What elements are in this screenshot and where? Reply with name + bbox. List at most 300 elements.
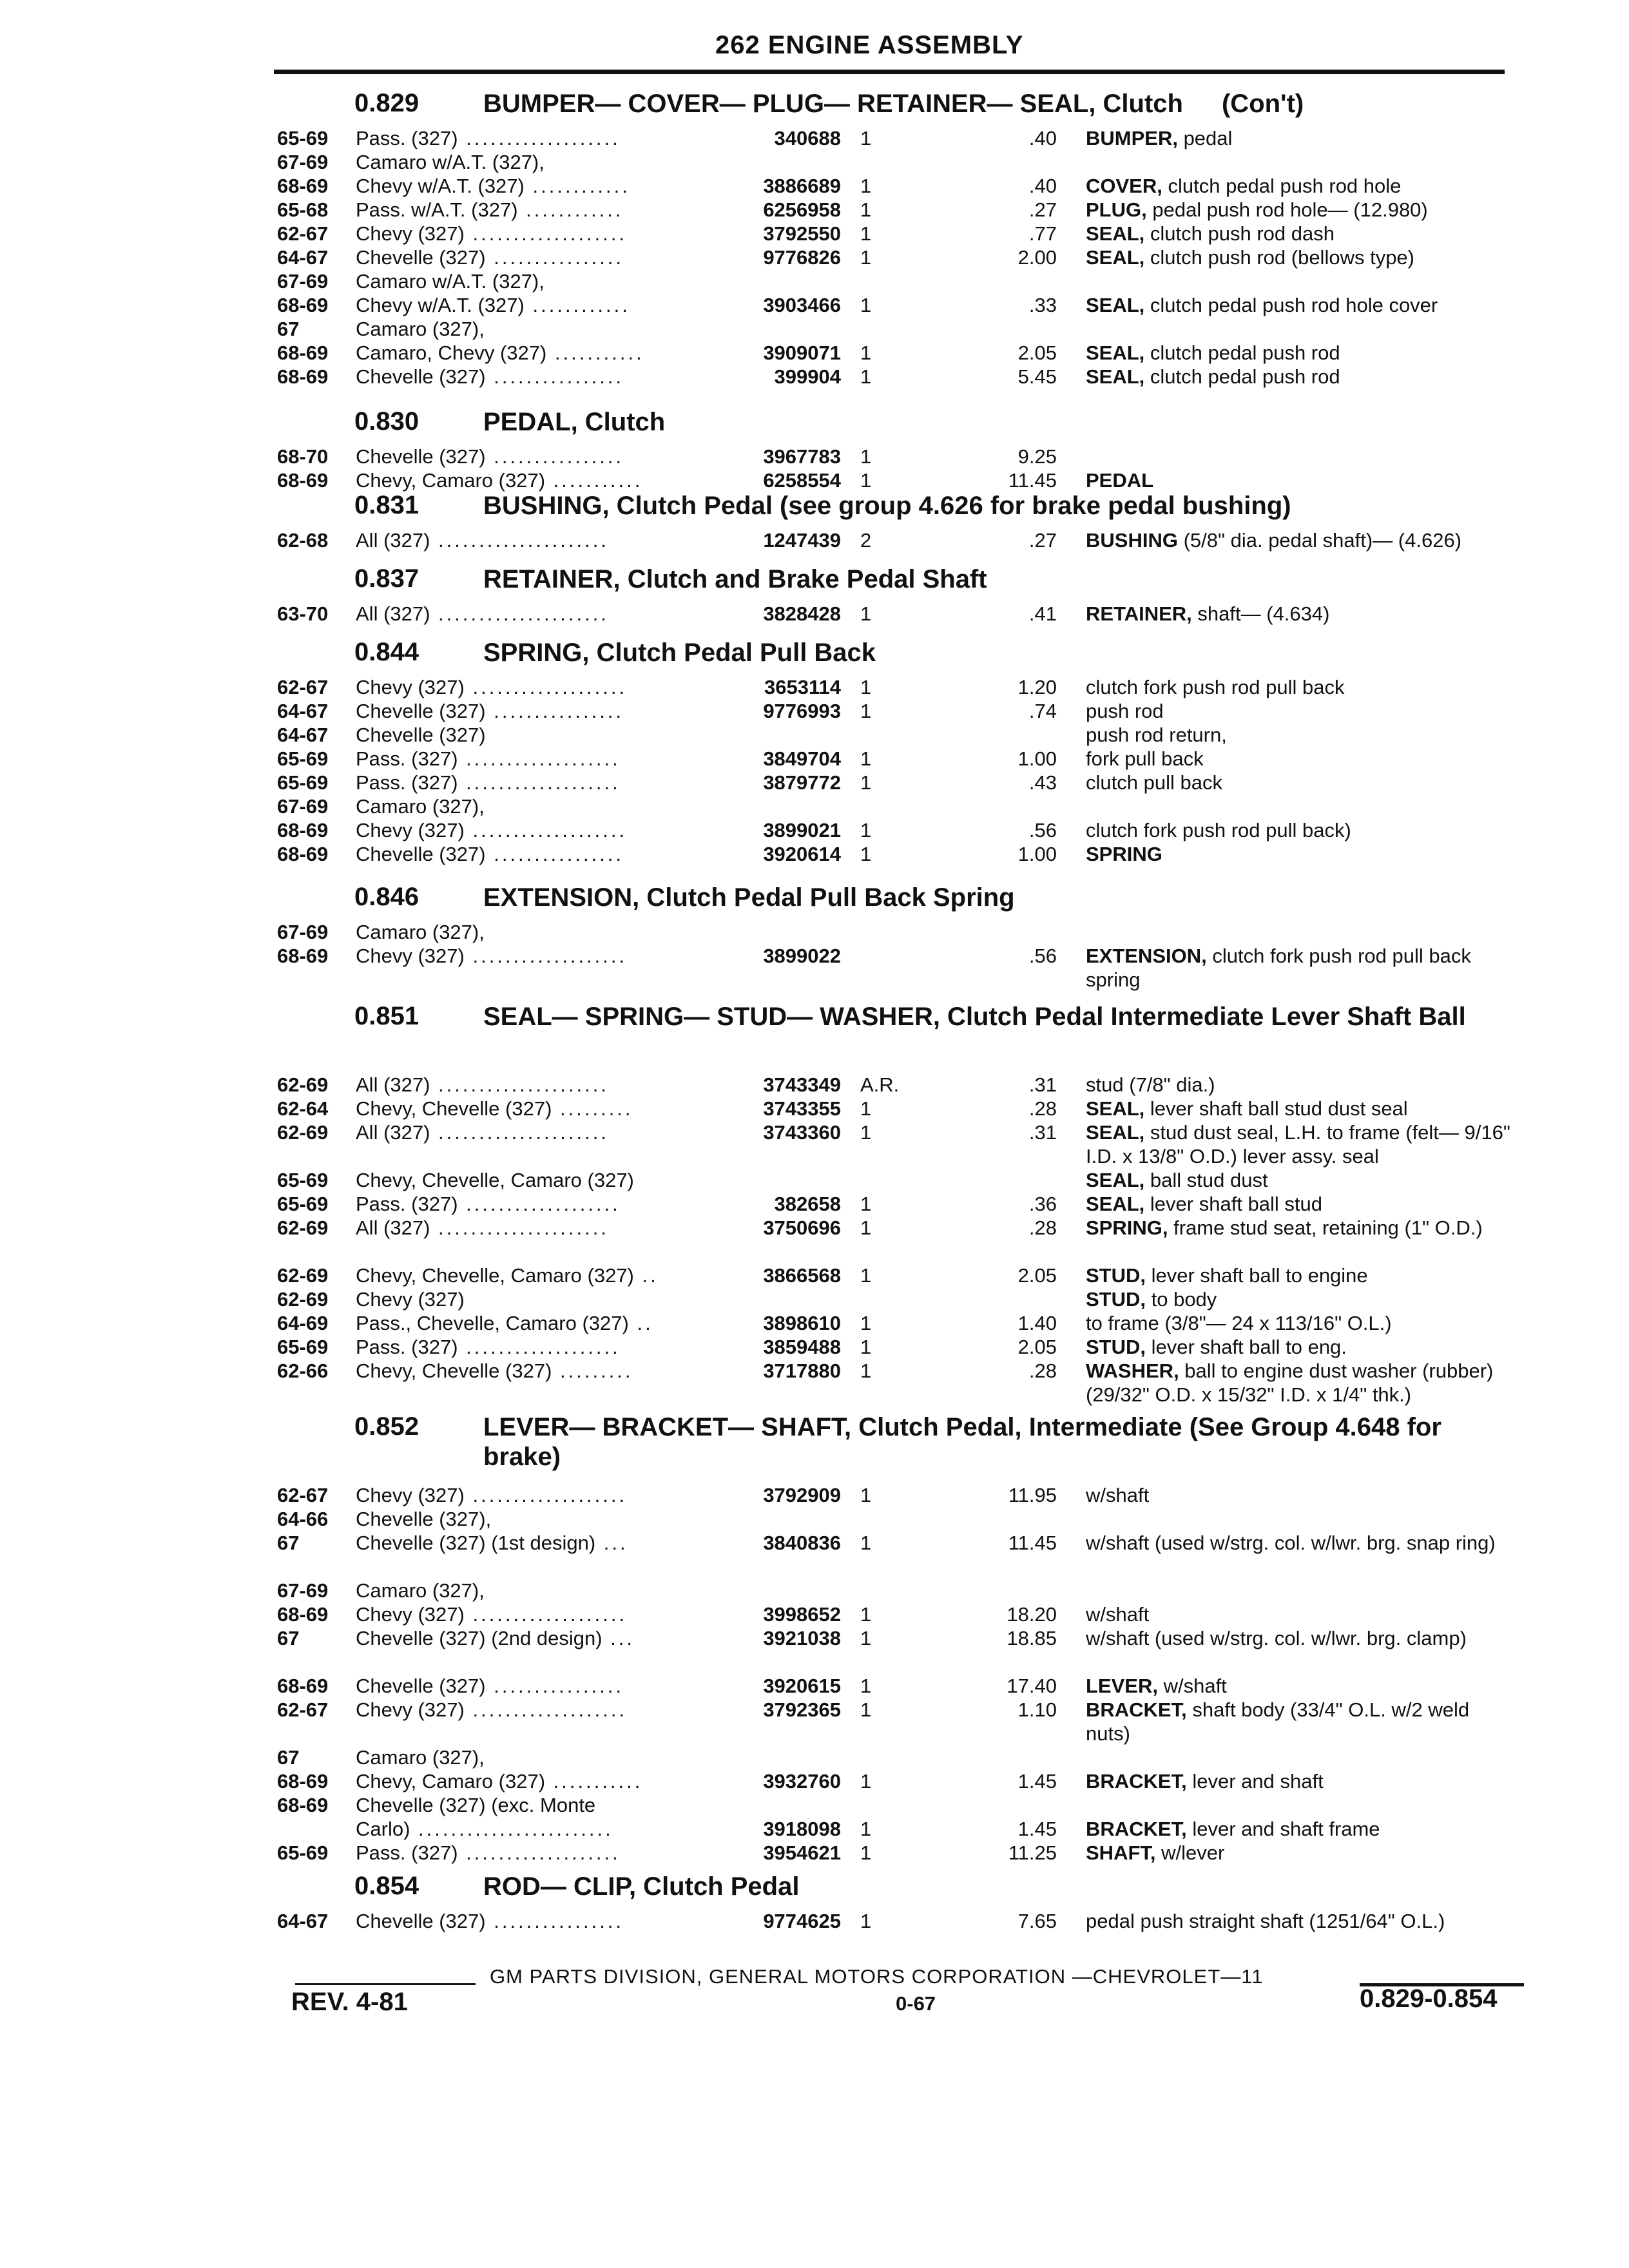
description [1086, 1698, 1518, 1745]
description-text: push rod [1086, 700, 1164, 722]
application-text: All (327) [356, 602, 430, 625]
application-text: Pass. w/A.T. (327) [356, 198, 518, 221]
part-number: 3792909 [763, 1484, 841, 1506]
application [356, 1793, 717, 1817]
model-years: 67 [277, 1746, 300, 1769]
price: 18.20 [1007, 1603, 1057, 1626]
application-text: Camaro, Chevy (327) [356, 341, 547, 364]
price: 2.05 [1017, 341, 1057, 364]
part-row [277, 747, 1521, 771]
leader-dots: ......... [552, 1097, 633, 1120]
price: .40 [1028, 127, 1057, 149]
leader-dots: ..................... [430, 1073, 609, 1096]
quantity: 1 [860, 700, 872, 722]
application-text: Chevelle (327) (exc. Monte [356, 1794, 596, 1816]
quantity: 1 [860, 1627, 872, 1649]
description-text: lever and shaft [1186, 1770, 1324, 1792]
description-keyword: STUD, [1086, 1336, 1146, 1358]
description [1086, 1264, 1518, 1287]
application-text: Chevelle (327) [356, 445, 486, 468]
application-text: Chevelle (327) (1st design) [356, 1532, 596, 1554]
section-title [483, 491, 1489, 521]
part-number: 3743360 [763, 1121, 841, 1144]
price: 1.20 [1017, 676, 1057, 698]
description [1086, 818, 1518, 842]
section-heading [277, 638, 1521, 675]
model-years: 62-69 [277, 1073, 329, 1096]
description-text: lever shaft ball to eng. [1146, 1336, 1347, 1358]
leader-dots: ........... [545, 1770, 643, 1792]
description-text: pedal [1177, 127, 1233, 149]
application-text: Chevy (327) [356, 1288, 465, 1311]
leader-dots: ................ [485, 700, 624, 722]
description-keyword: PLUG, [1086, 198, 1147, 221]
description [1086, 747, 1518, 771]
application [356, 1579, 717, 1602]
quantity: 1 [860, 1698, 872, 1721]
application [356, 293, 717, 317]
description-keyword: COVER, [1086, 175, 1162, 197]
application-text: All (327) [356, 1121, 430, 1144]
price: 17.40 [1007, 1675, 1057, 1697]
application-text: Chevelle (327), [356, 1508, 492, 1530]
model-years: 64-67 [277, 724, 329, 746]
quantity: 1 [860, 1484, 872, 1506]
description-keyword: WASHER, [1086, 1360, 1179, 1382]
application [356, 1626, 717, 1650]
application-text: Camaro w/A.T. (327), [356, 151, 545, 173]
section-number: 0.829 [354, 89, 419, 117]
application [356, 1097, 717, 1120]
application-text: Chevy (327) [356, 819, 465, 841]
part-number: 3743349 [763, 1073, 841, 1096]
leader-dots: ........... [545, 469, 643, 492]
quantity: 1 [860, 222, 872, 245]
part-row [277, 1909, 1521, 1933]
application [356, 126, 717, 150]
model-years: 65-69 [277, 747, 329, 770]
leader-dots: ..................... [430, 1121, 609, 1144]
part-row [277, 1841, 1521, 1865]
price: 11.25 [1008, 1841, 1057, 1864]
description-text: pedal push straight shaft (1251/64" O.L.) [1086, 1910, 1445, 1932]
description-text: to body [1146, 1288, 1217, 1311]
application-text: Camaro w/A.T. (327), [356, 270, 545, 293]
description-text: clutch pedal push rod hole cover [1144, 294, 1438, 316]
quantity: 1 [860, 1770, 872, 1792]
price: 1.40 [1017, 1312, 1057, 1334]
application [356, 747, 717, 771]
application [356, 1909, 717, 1933]
model-years: 68-69 [277, 1603, 329, 1626]
model-years: 67-69 [277, 921, 329, 943]
application [356, 1216, 717, 1240]
section-title-text: PEDAL, Clutch [483, 408, 666, 436]
application [356, 198, 717, 222]
application-text: Camaro (327), [356, 795, 485, 818]
quantity: 1 [860, 341, 872, 364]
parts-section [277, 407, 1521, 492]
application-text: Chevelle (327) [356, 365, 486, 388]
description-text: clutch pull back [1086, 771, 1222, 794]
application-text: Pass. (327) [356, 1336, 458, 1358]
leader-dots: ................... [464, 819, 628, 841]
price: 2.05 [1017, 1336, 1057, 1358]
section-title [483, 638, 1489, 668]
application-text: All (327) [356, 1216, 430, 1239]
section-heading [277, 883, 1521, 920]
section-title [483, 1412, 1489, 1472]
application-text: Chevy (327) [356, 945, 465, 967]
description-keyword: BRACKET, [1086, 1698, 1187, 1721]
part-row [277, 317, 1521, 341]
model-years: 63-70 [277, 602, 329, 625]
model-years: 68-69 [277, 1794, 329, 1816]
model-years: 67-69 [277, 270, 329, 293]
application [356, 1674, 717, 1698]
model-years: 64-67 [277, 1910, 329, 1932]
quantity: 1 [860, 246, 872, 269]
part-number: 3828428 [763, 602, 841, 625]
application [356, 842, 717, 866]
application [356, 675, 717, 699]
model-years: 68-69 [277, 175, 329, 197]
section-number: 0.846 [354, 883, 419, 911]
part-number: 3750696 [763, 1216, 841, 1239]
leader-dots: ........... [546, 341, 644, 364]
description-text: lever shaft ball to engine [1146, 1264, 1368, 1287]
price: 5.45 [1017, 365, 1057, 388]
section-title-text: BUMPER— COVER— PLUG— RETAINER— SEAL, Clutch [483, 90, 1183, 118]
description-keyword: BRACKET, [1086, 1818, 1187, 1840]
application-text: All (327) [356, 529, 430, 552]
part-row [277, 1674, 1521, 1698]
price: .77 [1028, 222, 1057, 245]
part-number: 3899022 [763, 945, 841, 967]
description [1086, 341, 1518, 365]
leader-dots: ............ [524, 294, 630, 316]
application [356, 317, 717, 341]
application [356, 699, 717, 723]
leader-dots: ................ [485, 1910, 624, 1932]
description [1086, 1674, 1518, 1698]
description-text: push rod return, [1086, 724, 1227, 746]
description [1086, 1909, 1518, 1933]
quantity: 1 [860, 771, 872, 794]
quantity: 1 [860, 294, 872, 316]
model-years: 65-69 [277, 771, 329, 794]
section-heading [277, 407, 1521, 445]
part-row [277, 1073, 1521, 1097]
description [1086, 1216, 1518, 1240]
description [1086, 468, 1518, 492]
price: .36 [1028, 1193, 1057, 1215]
description-text: w/shaft (used w/strg. col. w/lwr. brg. clamp) [1086, 1627, 1467, 1649]
leader-dots: ................ [485, 1675, 624, 1697]
description-text: w/shaft [1157, 1675, 1227, 1697]
quantity: 1 [860, 1360, 872, 1382]
part-row [277, 245, 1521, 269]
part-row [277, 602, 1521, 626]
application [356, 1359, 717, 1383]
model-years: 65-69 [277, 1336, 329, 1358]
part-number: 3792365 [763, 1698, 841, 1721]
price: 11.95 [1008, 1484, 1057, 1506]
part-number: 9776993 [763, 700, 841, 722]
part-number: 6258554 [763, 469, 841, 492]
section-number: 0.844 [354, 638, 419, 666]
description-keyword: STUD, [1086, 1264, 1146, 1287]
application [356, 771, 717, 794]
price: .33 [1028, 294, 1057, 316]
model-years: 65-69 [277, 1169, 329, 1191]
description-keyword: PEDAL [1086, 469, 1154, 492]
quantity: 1 [860, 1264, 872, 1287]
part-row [277, 1531, 1521, 1579]
description-text: shaft— (4.634) [1191, 602, 1330, 625]
part-row [277, 1168, 1521, 1192]
quantity: 1 [860, 1097, 872, 1120]
model-years: 67-69 [277, 795, 329, 818]
application [356, 1769, 717, 1793]
footer-publisher: GM PARTS DIVISION, GENERAL MOTORS CORPORATION —CHEVROLET—11 [490, 1965, 1264, 1988]
description-keyword: SEAL, [1086, 341, 1145, 364]
price: .27 [1028, 198, 1057, 221]
section-number: 0.831 [354, 491, 419, 519]
model-years: 68-69 [277, 365, 329, 388]
part-row [277, 1097, 1521, 1120]
description [1086, 699, 1518, 723]
model-years: 68-69 [277, 945, 329, 967]
application-text: Chevy w/A.T. (327) [356, 175, 525, 197]
application-text: Chevy, Chevelle (327) [356, 1360, 552, 1382]
description [1086, 1359, 1518, 1407]
model-years: 67-69 [277, 1579, 329, 1602]
part-row [277, 920, 1521, 944]
part-number: 340688 [774, 127, 841, 149]
description-text: clutch push rod dash [1144, 222, 1335, 245]
model-years: 67 [277, 1532, 300, 1554]
model-years: 68-69 [277, 843, 329, 865]
section-title-text: EXTENSION, Clutch Pedal Pull Back Spring [483, 883, 1015, 912]
application-text: Carlo) [356, 1818, 410, 1840]
model-years: 65-69 [277, 127, 329, 149]
application-text: Chevelle (327) [356, 700, 486, 722]
description-text: lever shaft ball stud dust seal [1144, 1097, 1408, 1120]
quantity: A.R. [860, 1073, 900, 1096]
part-row [277, 445, 1521, 468]
quantity: 1 [860, 747, 872, 770]
description-keyword: SEAL, [1086, 294, 1145, 316]
parts-section [277, 89, 1521, 389]
section-title-text: SPRING, Clutch Pedal Pull Back [483, 639, 876, 667]
application [356, 1507, 717, 1531]
part-row [277, 818, 1521, 842]
application-text: Pass. (327) [356, 771, 458, 794]
quantity: 1 [860, 1121, 872, 1144]
parts-section [277, 883, 1521, 992]
part-number: 3903466 [763, 294, 841, 316]
page-header-title: 262 ENGINE ASSEMBLY [715, 31, 1024, 59]
part-number: 3743355 [763, 1097, 841, 1120]
leader-dots: ................... [458, 1193, 621, 1215]
price: 1.00 [1017, 843, 1057, 865]
leader-dots: ................... [458, 771, 621, 794]
price: 9.25 [1017, 445, 1057, 468]
description [1086, 174, 1518, 198]
application [356, 1602, 717, 1626]
price: 1.10 [1017, 1698, 1057, 1721]
part-number: 3967783 [763, 445, 841, 468]
part-number: 3918098 [763, 1818, 841, 1840]
application [356, 1817, 717, 1841]
section-title-text: LEVER— BRACKET— SHAFT, Clutch Pedal, Intermediate (See Group 4.648 for brake) [483, 1413, 1441, 1471]
section-continued: (Con't) [1221, 90, 1304, 118]
description-text: clutch fork push rod pull back spring [1086, 945, 1471, 991]
description [1086, 1841, 1518, 1865]
model-years: 67 [277, 1627, 300, 1649]
application-text: Chevy, Chevelle (327) [356, 1097, 552, 1120]
application-text: Camaro (327), [356, 921, 485, 943]
application [356, 245, 717, 269]
application [356, 365, 717, 389]
section-title [483, 883, 1489, 912]
quantity: 1 [860, 1910, 872, 1932]
part-row [277, 341, 1521, 365]
description-text: clutch fork push rod pull back) [1086, 819, 1351, 841]
description [1086, 1192, 1518, 1216]
description-keyword: EXTENSION, [1086, 945, 1207, 967]
parts-section [277, 564, 1521, 626]
quantity: 2 [860, 529, 872, 552]
description [1086, 1626, 1518, 1650]
section-title [483, 89, 1489, 119]
application-text: Chevy (327) [356, 222, 465, 245]
leader-dots: ................... [458, 747, 621, 770]
application-text: Chevelle (327) [356, 1675, 486, 1697]
quantity: 1 [860, 469, 872, 492]
description [1086, 1120, 1518, 1168]
part-row [277, 528, 1521, 552]
price: .41 [1028, 602, 1057, 625]
application [356, 1168, 717, 1192]
part-number: 3886689 [763, 175, 841, 197]
description [1086, 675, 1518, 699]
description-keyword: SEAL, [1086, 222, 1145, 245]
price: .43 [1028, 771, 1057, 794]
description [1086, 528, 1518, 552]
model-years: 62-69 [277, 1288, 329, 1311]
application-text: Pass. (327) [356, 1193, 458, 1215]
model-years: 62-67 [277, 1698, 329, 1721]
leader-dots: ............ [517, 198, 624, 221]
description-text: clutch pedal push rod [1144, 365, 1340, 388]
description [1086, 602, 1518, 626]
leader-dots: ................... [464, 1484, 628, 1506]
description-text: stud (7/8" dia.) [1086, 1073, 1215, 1096]
section-heading [277, 491, 1521, 528]
model-years: 68-69 [277, 469, 329, 492]
application [356, 602, 717, 626]
leader-dots: ................... [464, 1603, 628, 1626]
part-row [277, 222, 1521, 245]
part-row [277, 468, 1521, 492]
description-keyword: SPRING, [1086, 1216, 1168, 1239]
price: 1.45 [1017, 1818, 1057, 1840]
description-text: ball to engine dust washer (rubber) (29/32" O.D. x 15/32" I.D. x 1/4" thk.) [1086, 1360, 1494, 1406]
description [1086, 1769, 1518, 1793]
parts-section [277, 638, 1521, 866]
description-text: (5/8" dia. pedal shaft)— (4.626) [1177, 529, 1462, 552]
leader-dots: ..................... [430, 529, 609, 552]
description [1086, 1168, 1518, 1192]
price: .56 [1028, 819, 1057, 841]
application-text: Chevelle (327) [356, 246, 486, 269]
part-number: 1247439 [763, 529, 841, 552]
application [356, 1335, 717, 1359]
part-number: 3921038 [763, 1627, 841, 1649]
quantity: 1 [860, 1532, 872, 1554]
description-text: frame stud seat, retaining (1" O.D.) [1168, 1216, 1483, 1239]
application-text: Chevelle (327) [356, 724, 486, 746]
part-row [277, 1793, 1521, 1817]
part-row [277, 126, 1521, 150]
part-row [277, 150, 1521, 174]
quantity: 1 [860, 602, 872, 625]
part-row [277, 699, 1521, 723]
description [1086, 1097, 1518, 1120]
part-number: 3920614 [763, 843, 841, 865]
description-text: clutch pedal push rod [1144, 341, 1340, 364]
description-keyword: BRACKET, [1086, 1770, 1187, 1792]
model-years: 68-69 [277, 819, 329, 841]
model-years: 62-64 [277, 1097, 329, 1120]
section-title [483, 1002, 1489, 1032]
application-text: Pass. (327) [356, 1841, 458, 1864]
part-number: 3954621 [763, 1841, 841, 1864]
leader-dots: ... [602, 1627, 635, 1649]
leader-dots: ........................ [410, 1818, 613, 1840]
part-row [277, 771, 1521, 794]
application-text: All (327) [356, 1073, 430, 1096]
description-text: lever shaft ball stud [1144, 1193, 1322, 1215]
application [356, 1745, 717, 1769]
description-text: lever and shaft frame [1186, 1818, 1380, 1840]
model-years: 68-69 [277, 1770, 329, 1792]
application-text: Chevy (327) [356, 1603, 465, 1626]
section-number: 0.837 [354, 564, 419, 593]
leader-dots: ..................... [430, 602, 609, 625]
part-row [277, 1120, 1521, 1168]
application [356, 1192, 717, 1216]
section-title-text: ROD— CLIP, Clutch Pedal [483, 1872, 800, 1901]
application [356, 174, 717, 198]
quantity: 1 [860, 445, 872, 468]
revision-label: REV. 4-81 [291, 1988, 408, 2016]
model-years: 62-67 [277, 676, 329, 698]
section-number: 0.851 [354, 1002, 419, 1030]
application [356, 528, 717, 552]
footer-rule-left [295, 1983, 476, 1985]
part-number: 3866568 [763, 1264, 841, 1287]
section-number: 0.852 [354, 1412, 419, 1441]
model-years: 62-69 [277, 1264, 329, 1287]
description [1086, 1531, 1518, 1555]
part-row [277, 1335, 1521, 1359]
price: .28 [1028, 1360, 1057, 1382]
part-number: 3879772 [763, 771, 841, 794]
part-row [277, 269, 1521, 293]
